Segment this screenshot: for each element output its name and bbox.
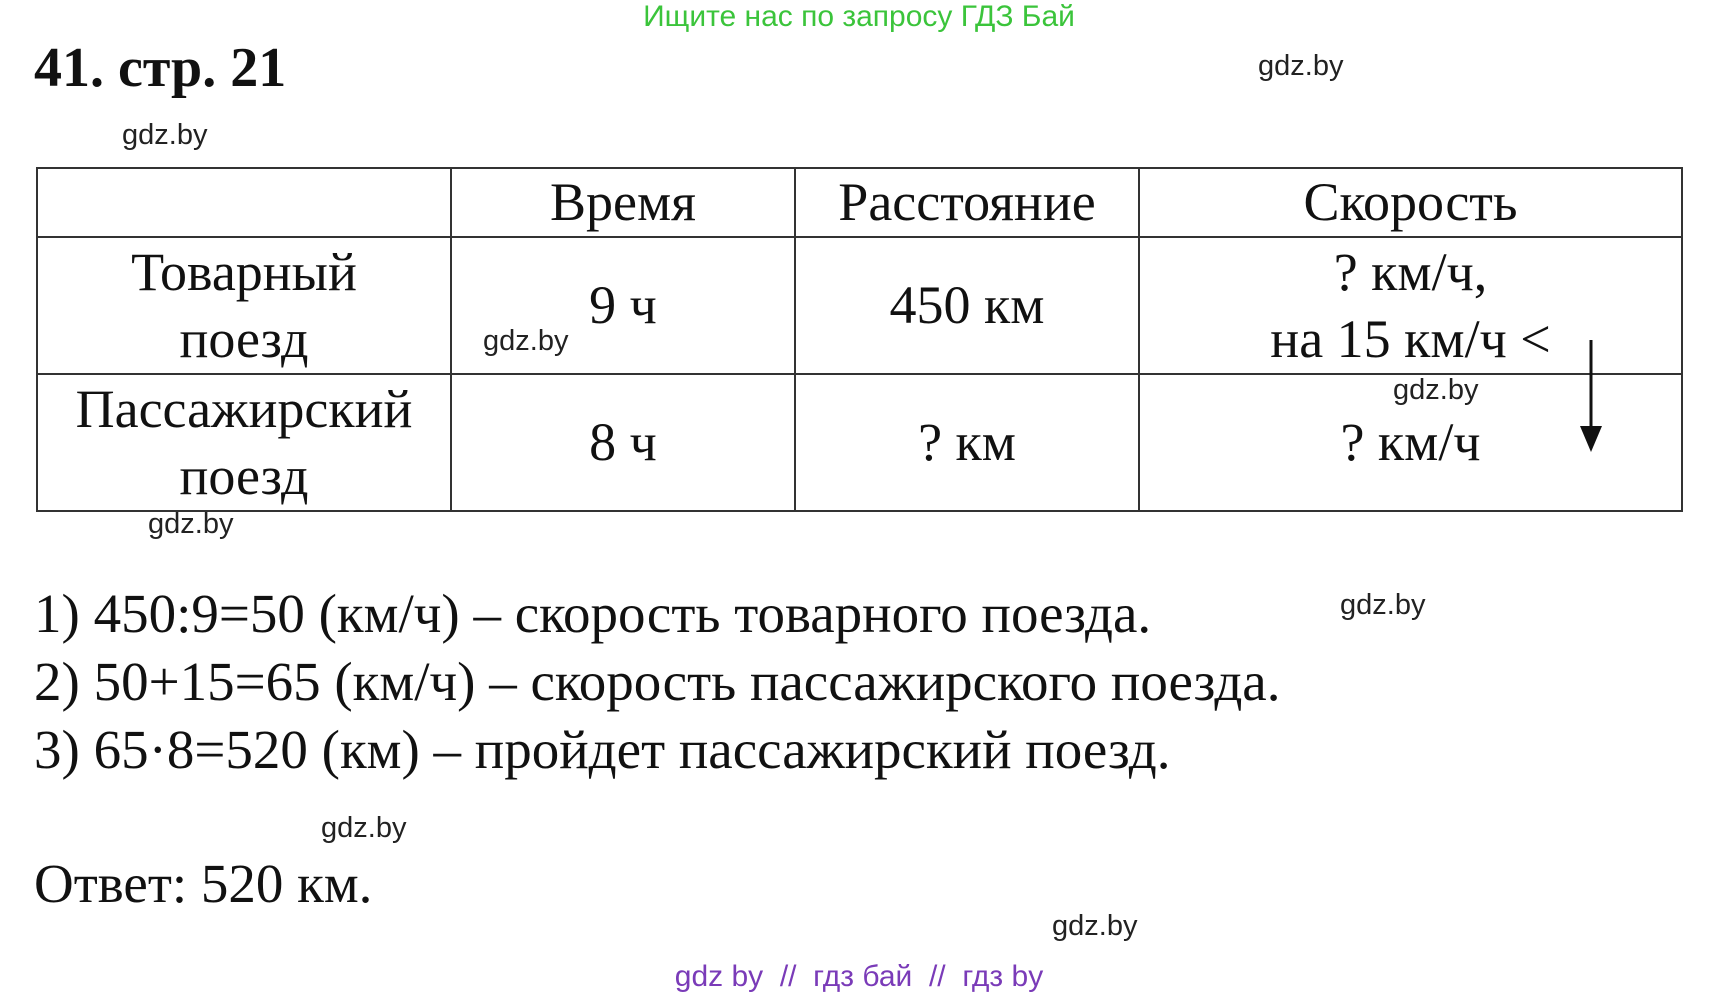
- solution-steps: [34, 580, 1280, 784]
- solution-step: 3) 65·8=520 (км) – пройдет пассажирский поезд.: [34, 719, 1171, 780]
- freight-time-cell: 9 ч: [451, 237, 795, 374]
- row-label-passenger: [37, 374, 451, 511]
- task-title: 41. стр. 21: [34, 37, 287, 99]
- header-cell-empty: [37, 168, 451, 237]
- header-cell-time: Время: [451, 168, 795, 237]
- down-arrow-icon: [1580, 340, 1602, 452]
- watermark: gdz.by: [1052, 910, 1138, 942]
- row-label-line: Пассажирский: [75, 378, 413, 439]
- row-label-line: поезд: [179, 308, 309, 369]
- watermark: gdz.by: [122, 119, 208, 151]
- watermark: gdz.by: [1340, 589, 1426, 621]
- row-label-line: поезд: [179, 445, 309, 506]
- watermark: gdz.by: [148, 508, 234, 540]
- search-banner: Ищите нас по запросу ГДЗ Бай: [643, 0, 1075, 33]
- passenger-time-cell: 8 ч: [451, 374, 795, 511]
- watermark: gdz.by: [483, 325, 569, 357]
- freight-distance-cell: 450 км: [795, 237, 1139, 374]
- header-cell-distance: Расстояние: [795, 168, 1139, 237]
- solution-step: 1) 450:9=50 (км/ч) – скорость товарного поезда.: [34, 583, 1152, 644]
- speed-line: ? км/ч,: [1333, 241, 1488, 302]
- row-label-freight: [37, 237, 451, 374]
- solution-step: 2) 50+15=65 (км/ч) – скорость пассажирского поезда.: [34, 651, 1281, 712]
- passenger-distance-cell: ? км: [795, 374, 1139, 511]
- row-label-line: Товарный: [131, 241, 357, 302]
- footer-links: gdz by // гдз бай // гдз by: [674, 960, 1044, 993]
- answer-text: Ответ: 520 км.: [34, 853, 373, 914]
- task-table: [36, 167, 1683, 512]
- header-cell-speed: Скорость: [1139, 168, 1682, 237]
- watermark: gdz.by: [321, 812, 407, 844]
- watermark: gdz.by: [1258, 50, 1344, 82]
- speed-line: на 15 км/ч <: [1270, 308, 1551, 369]
- table-row-freight: [37, 237, 1682, 374]
- passenger-speed-cell: ? км/ч: [1139, 374, 1682, 511]
- watermark: gdz.by: [1393, 374, 1479, 406]
- table-header-row: [37, 168, 1682, 237]
